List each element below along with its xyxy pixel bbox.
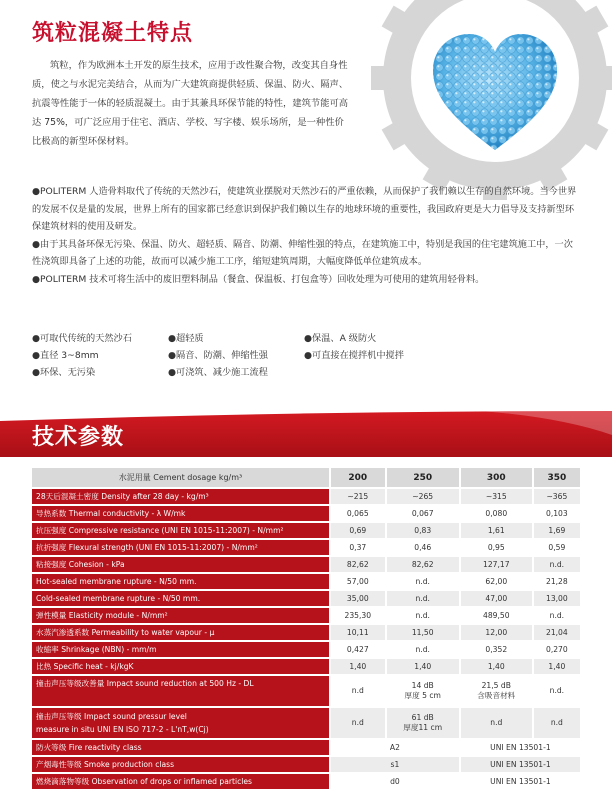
feature-item: ●可浇筑、减少施工流程 xyxy=(168,367,268,378)
cell-value: n.d xyxy=(351,686,364,695)
table-header-cell: 350 xyxy=(532,468,580,487)
cell: 82,62 xyxy=(385,557,459,572)
row-label: Cold-sealed membrane rupture - N/50 mm. xyxy=(32,591,329,606)
feature-item: ●环保、无污染 xyxy=(32,367,96,378)
table-row xyxy=(32,489,580,504)
table-header-label: 水泥用量 Cement dosage kg/m³ xyxy=(32,468,329,487)
table-row xyxy=(32,757,580,772)
cell: 57,00 xyxy=(329,574,385,589)
cell: 0,067 xyxy=(385,506,459,521)
cell-value: n.d xyxy=(550,718,563,727)
row-label: 28天后混凝土密度 Density after 28 day - kg/m³ xyxy=(32,489,329,504)
cell-note: 含吸音材料 xyxy=(477,691,516,700)
cell: 21,28 xyxy=(532,574,580,589)
row-label: 粘接强度 Cohesion - kPa xyxy=(32,557,329,572)
cell: d0 xyxy=(329,774,459,789)
bullet-item: ●POLITERM 人造骨料取代了传统的天然沙石，使建筑业摆脱对天然沙石的严重依赖，从而保护了我们赖以生存的自然环境。当今世界的发展不仅是量的发展，世界上所有的国家都已经意识到保护我们赖以生存的地球环境的重要性，我国政府更是大力倡导及支持新型环保建筑材料的使用及研发。 xyxy=(32,186,577,232)
row-label xyxy=(32,708,329,738)
spec-table xyxy=(32,466,580,791)
cell xyxy=(459,708,532,738)
feature-column xyxy=(32,330,132,381)
cell: 1,40 xyxy=(459,659,532,674)
cell: n.d. xyxy=(385,591,459,606)
cell: 127,17 xyxy=(459,557,532,572)
intro-text: 筑粒，作为欧洲本土开发的原生技术，应用于改性聚合物，改变其自身性质，使之与水泥完美结合，从而为广大建筑商提供轻质、保温、防火、隔声、抗震等性能于一体的轻质混凝土。由于其兼具环保节能的特性，建筑节能可高达 75%，可广泛应用于住宅、酒店、学校、写字楼、娱乐场所，是一种性价比极高的新型环保材料。 xyxy=(32,60,349,147)
row-label: 抗折强度 Flexural strength (UNI EN 1015-11:2007) - N/mm² xyxy=(32,540,329,555)
row-label-line: 撞击声压等级 Impact sound pressur level xyxy=(36,712,187,721)
table-header-row xyxy=(32,468,580,487)
table-row xyxy=(32,506,580,521)
cell: A2 xyxy=(329,740,459,755)
cell: ~365 xyxy=(532,489,580,504)
cell: 21,04 xyxy=(532,625,580,640)
cell: n.d. xyxy=(385,608,459,623)
feature-column xyxy=(168,330,268,381)
cell-value: n.d xyxy=(490,718,503,727)
cell: ~315 xyxy=(459,489,532,504)
cell: 0,352 xyxy=(459,642,532,657)
row-label: 防火等级 Fire reactivity class xyxy=(32,740,329,755)
row-label: 弹性模量 Elasticity module - N/mm² xyxy=(32,608,329,623)
cell: 0,83 xyxy=(385,523,459,538)
table-header-cell: 200 xyxy=(329,468,385,487)
cell: 12,00 xyxy=(459,625,532,640)
cell: 0,103 xyxy=(532,506,580,521)
row-label: 撞击声压等级改善量 Impact sound reduction at 500 Hz - DL xyxy=(32,676,329,706)
gear-heart-illustration xyxy=(345,0,612,200)
cell: UNI EN 13501-1 xyxy=(459,740,580,755)
table-row xyxy=(32,557,580,572)
table-row xyxy=(32,523,580,538)
cell: 489,50 xyxy=(459,608,532,623)
table-header-cell: 300 xyxy=(459,468,532,487)
table-row xyxy=(32,708,580,738)
feature-item: ●超轻质 xyxy=(168,333,204,344)
cell-value: n.d. xyxy=(549,686,565,695)
cell xyxy=(459,676,532,706)
cell: 47,00 xyxy=(459,591,532,606)
table-row xyxy=(32,625,580,640)
cell: 0,065 xyxy=(329,506,385,521)
cell: 0,080 xyxy=(459,506,532,521)
cell xyxy=(385,708,459,738)
bullet-list xyxy=(32,183,577,288)
feature-item: ●隔音、防潮、伸缩性强 xyxy=(168,350,268,361)
cell: 62,00 xyxy=(459,574,532,589)
table-row xyxy=(32,540,580,555)
cell: 0,46 xyxy=(385,540,459,555)
table-row xyxy=(32,676,580,706)
cell xyxy=(532,676,580,706)
bullet-item: ●POLITERM 技术可将生活中的废旧塑料制品（餐盒、保温板、打包盒等）回收处理为可使用的建筑用轻骨料。 xyxy=(32,273,485,285)
cell: 1,40 xyxy=(329,659,385,674)
intro-paragraph xyxy=(32,56,350,151)
table-row xyxy=(32,591,580,606)
cell: 13,00 xyxy=(532,591,580,606)
table-header-cell: 250 xyxy=(385,468,459,487)
feature-item: ●可取代传统的天然沙石 xyxy=(32,333,132,344)
section-title: 技术参数 xyxy=(32,425,125,450)
row-label: 比热 Specific heat - kj/kgK xyxy=(32,659,329,674)
cell: 0,427 xyxy=(329,642,385,657)
cell: UNI EN 13501-1 xyxy=(459,757,580,772)
cell: n.d. xyxy=(532,557,580,572)
cell: 1,61 xyxy=(459,523,532,538)
cell-note: 厚度 5 cm xyxy=(404,691,441,700)
cell: 1,69 xyxy=(532,523,580,538)
cell: 1,40 xyxy=(532,659,580,674)
cell-value: 21,5 dB xyxy=(481,681,511,690)
cell: 0,69 xyxy=(329,523,385,538)
cell xyxy=(329,676,385,706)
cell: n.d. xyxy=(385,642,459,657)
table-row xyxy=(32,608,580,623)
feature-item: ●可直接在搅拌机中搅拌 xyxy=(304,350,404,361)
cell xyxy=(385,676,459,706)
feature-item: ●保温、A 级防火 xyxy=(304,333,377,344)
table-row xyxy=(32,642,580,657)
cell: n.d. xyxy=(532,608,580,623)
row-label: 导热系数 Thermal conductivity - λ W/mk xyxy=(32,506,329,521)
feature-column xyxy=(304,330,404,364)
row-label: Hot-sealed membrane rupture - N/50 mm. xyxy=(32,574,329,589)
cell: ~265 xyxy=(385,489,459,504)
cell: 11,50 xyxy=(385,625,459,640)
feature-item: ●直径 3~8mm xyxy=(32,350,99,361)
table-row xyxy=(32,740,580,755)
cell: 0,95 xyxy=(459,540,532,555)
table-row xyxy=(32,574,580,589)
cell: 1,40 xyxy=(385,659,459,674)
row-label: 产烟毒性等级 Smoke production class xyxy=(32,757,329,772)
page-title: 筑粒混凝土特点 xyxy=(32,21,194,46)
row-label: 收缩率 Shrinkage (NBN) - mm/m xyxy=(32,642,329,657)
cell xyxy=(329,708,385,738)
cell-value: n.d xyxy=(351,718,364,727)
cell-value: 14 dB xyxy=(411,681,434,690)
cell: 35,00 xyxy=(329,591,385,606)
cell: 82,62 xyxy=(329,557,385,572)
cell-note: 厚度11 cm xyxy=(403,723,443,732)
cell: ~215 xyxy=(329,489,385,504)
cell: 235,30 xyxy=(329,608,385,623)
cell: 0,270 xyxy=(532,642,580,657)
row-label: 燃烧滴落物等级 Observation of drops or inflamed particles xyxy=(32,774,329,789)
cell: 10,11 xyxy=(329,625,385,640)
cell: UNI EN 13501-1 xyxy=(459,774,580,789)
cell: 0,37 xyxy=(329,540,385,555)
cell: s1 xyxy=(329,757,459,772)
cell-value: 61 dB xyxy=(411,713,434,722)
cell: 0,59 xyxy=(532,540,580,555)
row-label: 水蒸汽渗透系数 Permeability to water vapour - μ xyxy=(32,625,329,640)
row-label: 抗压强度 Compressive resistance (UNI EN 1015-11:2007) - N/mm² xyxy=(32,523,329,538)
bullet-item: ●由于其具备环保无污染、保温、防火、超轻质、隔音、防潮、伸缩性强的特点，在建筑施工中，特别是我国的住宅建筑施工中，一次性浇筑即具备了上述的功能，故而可以减少施工工序，缩短建筑周期，大幅度降低单位建筑成本。 xyxy=(32,238,573,267)
cell xyxy=(532,708,580,738)
table-row xyxy=(32,774,580,789)
table-row xyxy=(32,659,580,674)
row-label-line: measure in situ UNI EN ISO 717-2 - L'nT,w(Cj) xyxy=(36,725,209,734)
cell: n.d. xyxy=(385,574,459,589)
